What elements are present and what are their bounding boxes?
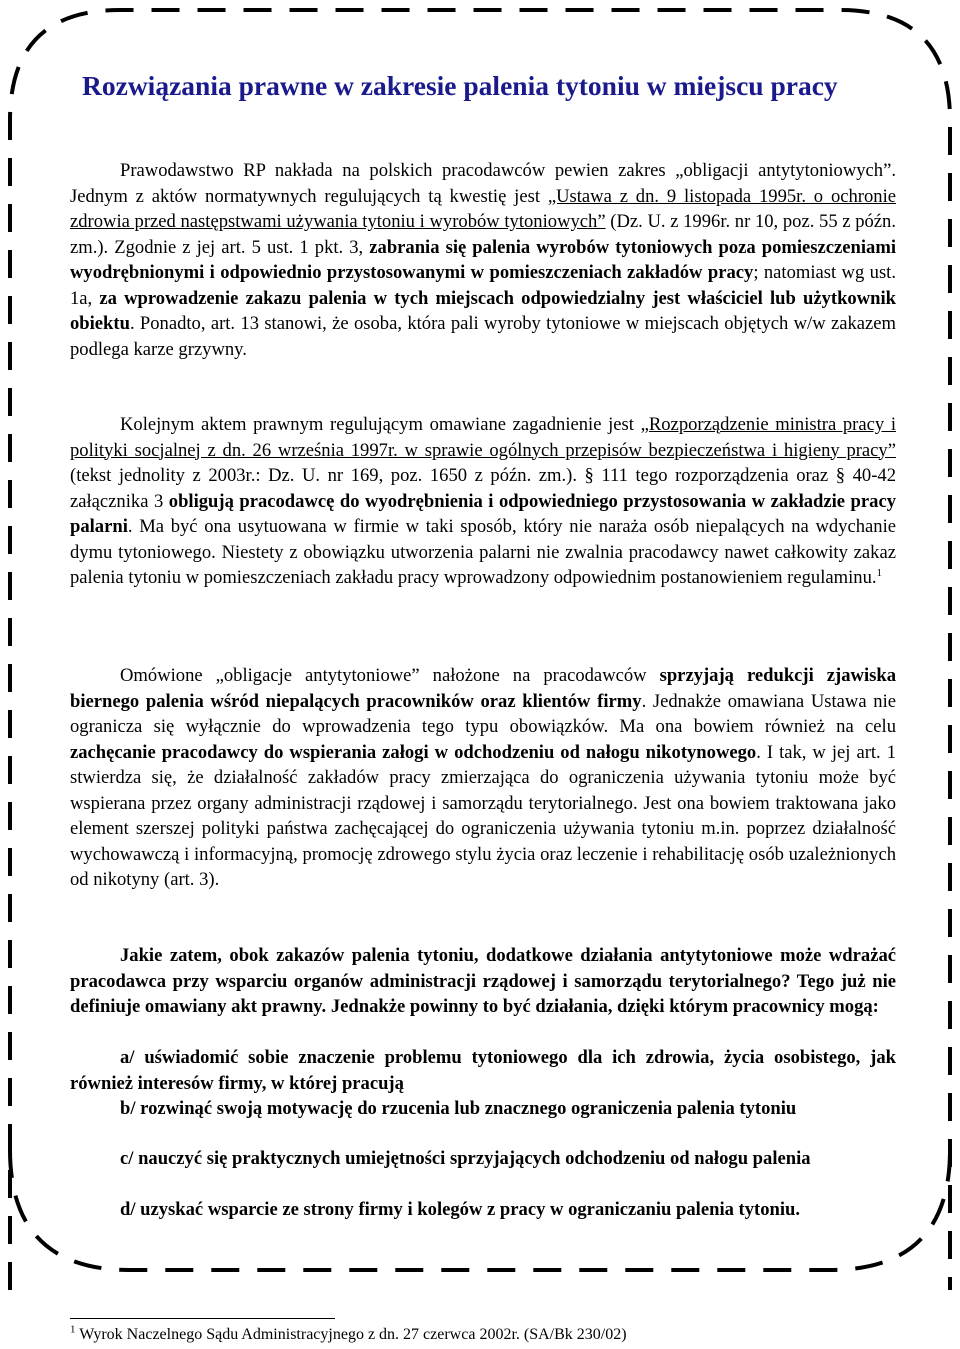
- p1-bold-1: zabrania się palenia wyrobów tytoniowych poza pomieszczeniami wyodrębnionymi i odpowiednio przystosowanymi w pomieszczeniach zakładów pracy: [70, 236, 896, 283]
- p1-bold-2: za wprowadzenie zakazu palenia w tych miejscach odpowiedzialny jest właściciel lub użytkownik obiektu: [70, 287, 896, 334]
- p2-text-a: Kolejnym aktem prawnym regulującym omawiane zagadnienie jest: [120, 414, 641, 435]
- list-item-d: [70, 1197, 896, 1223]
- footnote-text: Wyrok Naczelnego Sądu Administracyjnego z dn. 27 czerwca 2002r. (SA/Bk 230/02): [75, 1326, 627, 1343]
- p1-text-d: . Ponadto, art. 13 stanowi, że osoba, która pali wyroby tytoniowe w miejscach objętych w/w zakazem podlega karze grzywny.: [70, 313, 896, 360]
- p3-text-a: Omówione „obligacje antytytoniowe” nałożone na pracodawców: [120, 665, 660, 686]
- list-item-c-text: c/ nauczyć się praktycznych umiejętności sprzyjających odchodzeniu od nałogu palenia: [120, 1148, 811, 1169]
- page-title: Rozwiązania prawne w zakresie palenia tytoniu w miejscu pracy: [82, 70, 838, 101]
- p1-text-a: Prawodawstwo RP nakłada na polskich pracodawców pewien zakres „obligacji antytytoniowych”. Jednym z aktów normatywnych regulujących tą kwestię jest: [70, 160, 896, 207]
- footnote-divider: [70, 1318, 335, 1319]
- paragraph-obligacje: [70, 663, 896, 893]
- footnote: [70, 1325, 627, 1345]
- p1-text-c: ; natomiast wg ust. 1a,: [70, 262, 896, 309]
- p3-text-c: . I tak, w jej art. 1 stwierdza się, że działalność zakładów pracy zmierzająca do ograniczenia używania tytoniu może być wspierana przez organy administracji rządowej i samorządu terytorialnego. Jest ona bowiem traktowana jako element szerszej polityki państwa zachęcającej do ograniczenia używania tytoniu m.in. poprzez działalność wychowawczą i informacyjną, promocję zdrowego stylu życia oraz leczenie i rehabilitację osób uzależnionych od nikotyny (art. 3).: [70, 741, 897, 890]
- footnote-reference[interactable]: 1: [876, 566, 883, 579]
- ustawa-link[interactable]: „Ustawa z dn. 9 listopada 1995r. o ochronie zdrowia przed następstwami używania tytoniu i wyrobów tytoniowych”: [70, 185, 896, 232]
- p2-text-c: . Ma być ona usytuowana w firmie w taki sposób, który nie naraża osób niepalących na wdychanie dymu tytoniowego. Niestety z obowiązku utworzenia palarni nie zwalnia pracodawcy nawet całkowity zakaz palenia tytoniu w pomieszczeniach zakładu pracy wprowadzony odpowiednim postanowieniem regulaminu.: [70, 516, 896, 588]
- list-item-a: [70, 1045, 896, 1096]
- paragraph-question: [70, 943, 896, 1020]
- p2-text-b: (tekst jednolity z 2003r.: Dz. U. nr 169, poz. 1650 z późn. zm.). § 111 tego rozporządzenia oraz § 40-42 załącznika 3: [70, 465, 896, 512]
- p3-bold-1: sprzyjają redukcji zjawiska biernego palenia wśród niepalących pracowników oraz klientów firmy: [70, 665, 896, 712]
- paragraph-rozporzadzenie: [70, 412, 896, 591]
- list-item-b: [70, 1096, 896, 1122]
- list-item-a-text: a/ uświadomić sobie znaczenie problemu tytoniowego dla ich zdrowia, życia osobistego, jak również interesów firmy, w której pracują: [70, 1047, 896, 1094]
- p1-text-b: (Dz. U. z 1996r. nr 10, poz. 55 z późn. zm.). Zgodnie z jej art. 5 ust. 1 pkt. 3,: [70, 211, 896, 258]
- paragraph-ustawa: [70, 158, 896, 362]
- list-item-d-text: d/ uzyskać wsparcie ze strony firmy i kolegów z pracy w ograniczaniu palenia tytoniu.: [120, 1199, 801, 1220]
- list-item-b-text: b/ rozwinąć swoją motywację do rzucenia lub znacznego ograniczenia palenia tytoniu: [120, 1098, 797, 1119]
- p3-bold-2: zachęcanie pracodawcy do wspierania załogi w odchodzeniu od nałogu nikotynowego: [70, 741, 757, 763]
- p2-bold-1: obligują pracodawcę do wyodrębnienia i odpowiedniego przystosowania w zakładzie pracy palarni: [70, 490, 896, 537]
- p4-text: Jakie zatem, obok zakazów palenia tytoniu, dodatkowe działania antytytoniowe może wdrażać pracodawca przy wsparciu organów administracji rządowej i samorządu terytorialnego? Tego już nie definiuje omawiany akt prawny. Jednakże powinny to być działania, dzięki którym pracownicy mogą:: [70, 945, 896, 1017]
- p3-text-b: . Jednakże omawiana Ustawa nie ogranicza się wyłącznie do wprowadzenia tego typu obowiązków. Ma ona bowiem również na celu: [70, 690, 896, 737]
- rozporzadzenie-link[interactable]: „Rozporządzenie ministra pracy i polityki socjalnej z dn. 26 września 1997r. w sprawie ogólnych przepisów bezpieczeństwa i higieny pracy”: [70, 414, 897, 461]
- footnote-number: 1: [70, 1323, 76, 1336]
- list-item-c: [70, 1146, 896, 1172]
